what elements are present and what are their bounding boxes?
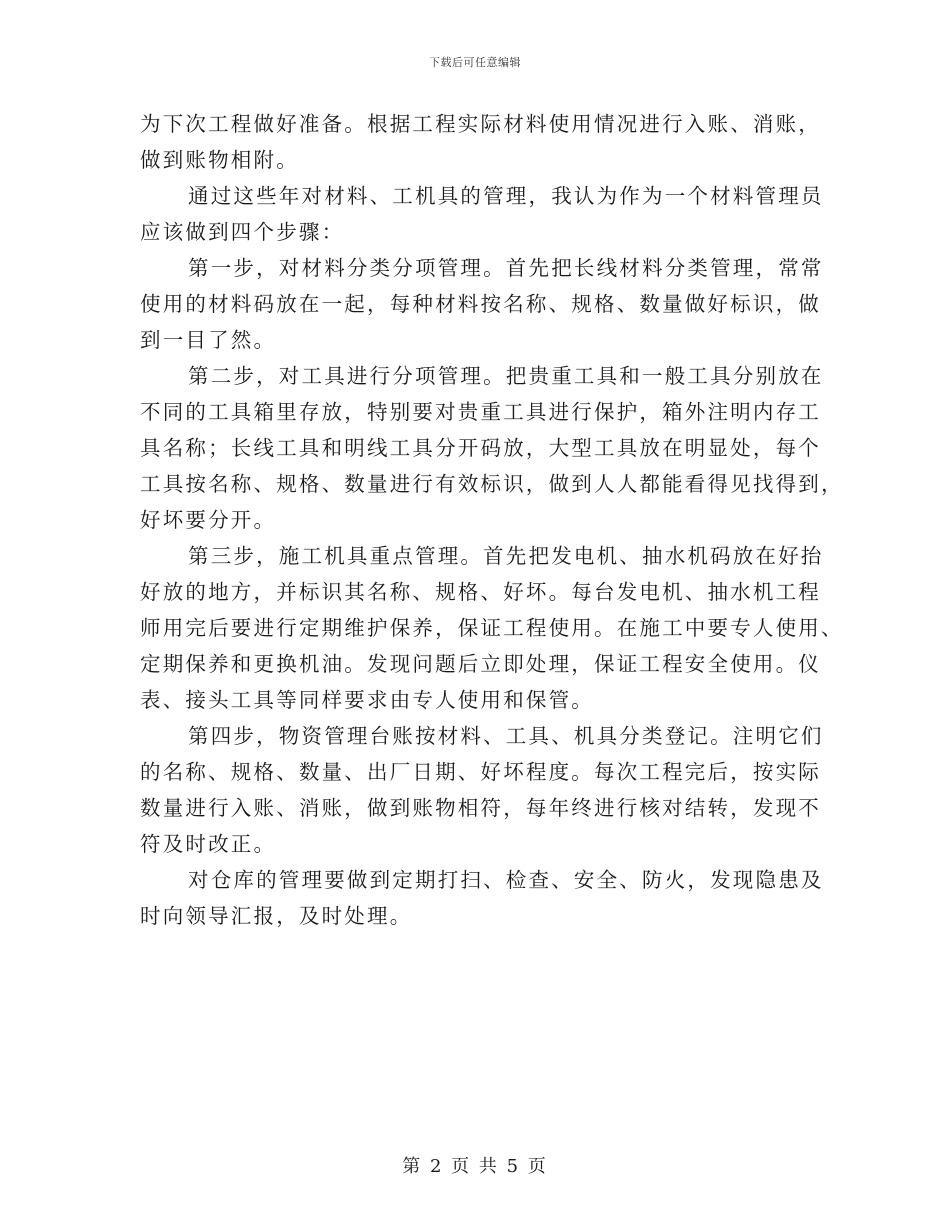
body-line: 第一步，对材料分类分项管理。首先把长线材料分类管理，常常 bbox=[188, 256, 824, 280]
body-line: 数量进行入账、消账，做到账物相符，每年终进行核对结转，发现不 bbox=[140, 796, 821, 820]
body-line: 做到账物相附。 bbox=[140, 148, 299, 172]
body-line: 第二步，对工具进行分项管理。把贵重工具和一般工具分别放在 bbox=[188, 364, 824, 388]
body-line: 时向领导汇报，及时处理。 bbox=[140, 904, 413, 928]
document-body bbox=[140, 106, 844, 934]
body-line: 师用完后要进行定期维护保养，保证工程使用。在施工中要专人使用、 bbox=[140, 616, 844, 640]
body-line: 表、接头工具等同样要求由专人使用和保管。 bbox=[140, 688, 594, 712]
page-header: 下载后可任意编辑 bbox=[429, 56, 521, 69]
body-line: 第三步，施工机具重点管理。首先把发电机、抽水机码放在好抬 bbox=[188, 544, 824, 568]
body-line: 符及时改正。 bbox=[140, 832, 277, 856]
body-line: 好坏要分开。 bbox=[140, 508, 277, 532]
body-line: 通过这些年对材料、工机具的管理，我认为作为一个材料管理员 bbox=[188, 184, 824, 208]
body-line: 为下次工程做好准备。根据工程实际材料使用情况进行入账、消账， bbox=[140, 112, 821, 136]
body-line: 定期保养和更换机油。发现问题后立即处理，保证工程安全使用。仪 bbox=[140, 652, 821, 676]
body-line: 不同的工具箱里存放，特别要对贵重工具进行保护，箱外注明内存工 bbox=[140, 400, 821, 424]
body-line: 工具按名称、规格、数量进行有效标识，做到人人都能看得见找得到， bbox=[140, 472, 844, 496]
body-line: 到一目了然。 bbox=[140, 328, 277, 352]
body-line: 的名称、规格、数量、出厂日期、好坏程度。每次工程完后，按实际 bbox=[140, 760, 821, 784]
body-line: 好放的地方，并标识其名称、规格、好坏。每台发电机、抽水机工程 bbox=[140, 580, 821, 604]
body-line: 应该做到四个步骤： bbox=[140, 220, 345, 244]
body-line: 具名称；长线工具和明线工具分开码放，大型工具放在明显处，每个 bbox=[140, 436, 821, 460]
body-line: 对仓库的管理要做到定期打扫、检查、安全、防火，发现隐患及 bbox=[188, 868, 824, 892]
page-number-footer: 第 2 页 共 5 页 bbox=[402, 1156, 548, 1177]
body-line: 使用的材料码放在一起，每种材料按名称、规格、数量做好标识，做 bbox=[140, 292, 821, 316]
body-line: 第四步，物资管理台账按材料、工具、机具分类登记。注明它们 bbox=[188, 724, 824, 748]
